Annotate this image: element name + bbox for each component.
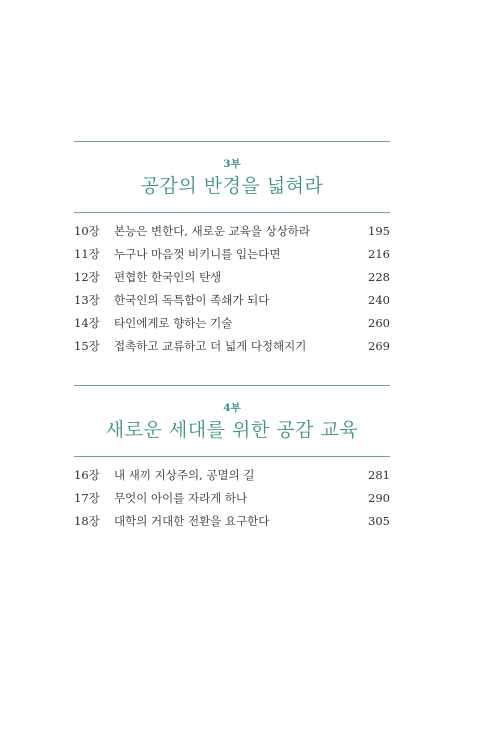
chapter-title: 타인에게로 향하는 기술	[114, 316, 233, 330]
toc-entry[interactable]	[74, 464, 390, 487]
part-number: 4부	[223, 402, 241, 414]
page-number: 228	[368, 270, 390, 284]
page-number: 260	[368, 316, 390, 330]
toc-entry[interactable]	[74, 220, 390, 243]
chapter-number: 11장	[74, 247, 100, 261]
chapter-title: 누구나 마음껏 비키니를 입는다면	[114, 247, 281, 261]
chapter-title: 한국인의 독특함이 족쇄가 되다	[114, 293, 270, 307]
chapter-title: 접촉하고 교류하고 더 넓게 다정해지기	[114, 339, 307, 353]
part-number: 3부	[223, 158, 241, 170]
part-bottom-rule	[74, 212, 390, 213]
toc-entry[interactable]	[74, 487, 390, 510]
page-number: 195	[368, 224, 390, 238]
toc-entry-list	[74, 220, 390, 358]
page-number: 305	[368, 514, 390, 528]
part-top-rule	[74, 141, 390, 142]
part-top-rule	[74, 385, 390, 386]
toc-entry[interactable]	[74, 243, 390, 266]
toc-part-3	[74, 141, 390, 358]
page-number: 269	[368, 339, 390, 353]
chapter-number: 10장	[74, 224, 100, 238]
chapter-number: 16장	[74, 468, 100, 482]
toc-entry[interactable]	[74, 312, 390, 335]
chapter-title: 대학의 거대한 전환을 요구한다	[114, 514, 270, 528]
page-number: 281	[368, 468, 390, 482]
chapter-number: 18장	[74, 514, 100, 528]
chapter-number: 14장	[74, 316, 100, 330]
toc-entry[interactable]	[74, 335, 390, 358]
toc-entry[interactable]	[74, 266, 390, 289]
part-title: 공감의 반경을 넓혀라	[140, 175, 324, 197]
chapter-title: 본능은 변한다, 새로운 교육을 상상하라	[114, 224, 311, 238]
chapter-number: 15장	[74, 339, 100, 353]
part-title: 새로운 세대를 위한 공감 교육	[105, 419, 359, 441]
chapter-title: 무엇이 아이를 자라게 하나	[114, 491, 248, 505]
chapter-number: 12장	[74, 270, 100, 284]
part-bottom-rule	[74, 456, 390, 457]
toc-entry-list	[74, 464, 390, 533]
page-number: 240	[368, 293, 390, 307]
chapter-title: 내 새끼 지상주의, 공멸의 길	[114, 468, 255, 482]
chapter-number: 17장	[74, 491, 100, 505]
chapter-number: 13장	[74, 293, 100, 307]
toc-part-4	[74, 385, 390, 533]
page-number: 290	[368, 491, 390, 505]
chapter-title: 편협한 한국인의 탄생	[114, 270, 222, 284]
toc-entry[interactable]	[74, 510, 390, 533]
page-number: 216	[368, 247, 390, 261]
toc-entry[interactable]	[74, 289, 390, 312]
